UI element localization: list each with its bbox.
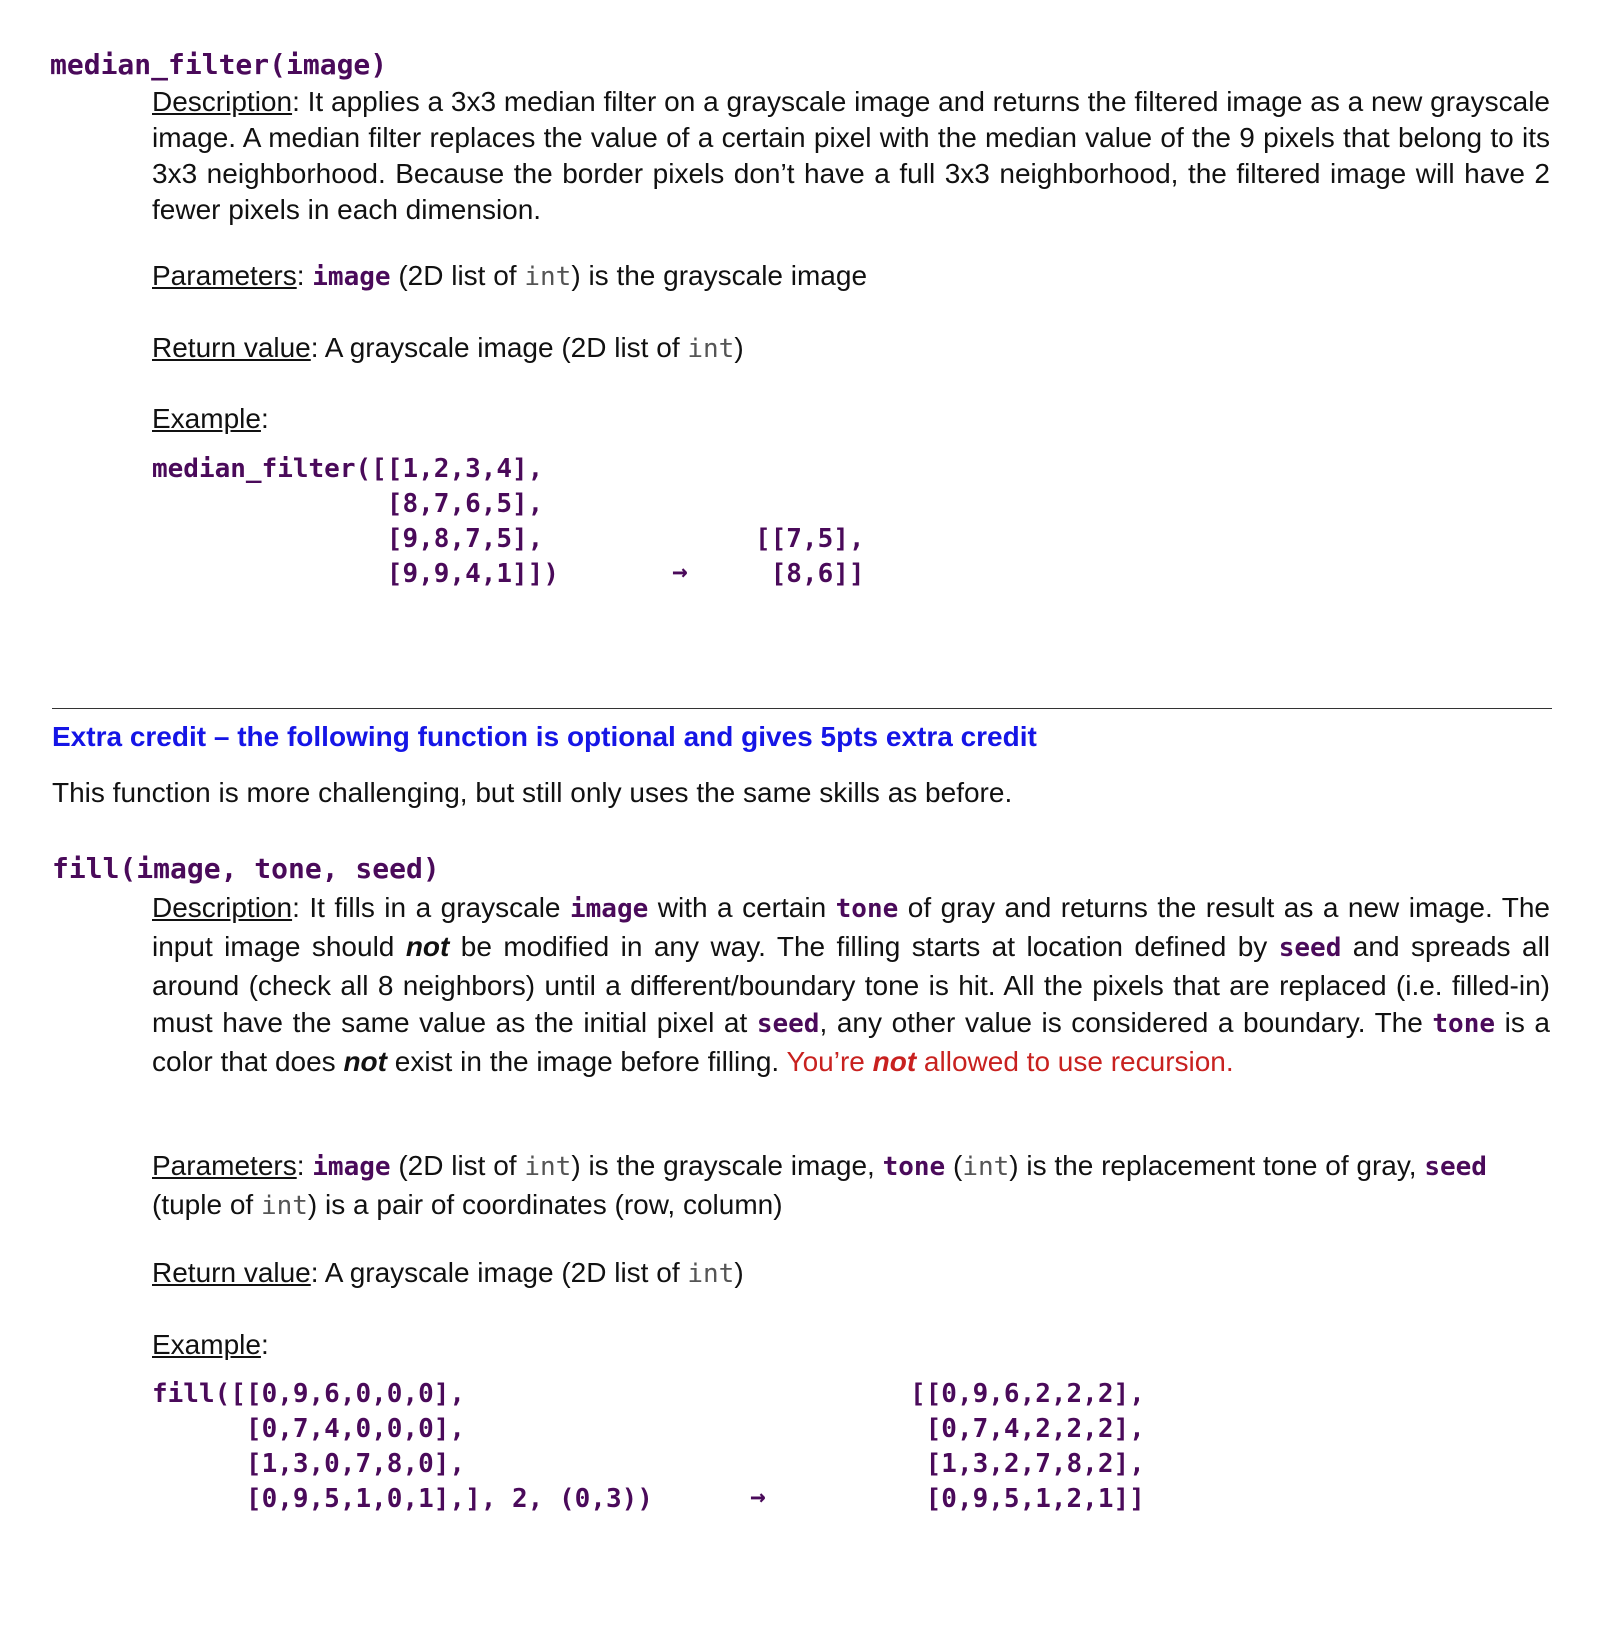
median-parameters [152,258,1550,295]
recursion-warning-not: not [872,1046,917,1077]
param-type: int [524,1152,572,1182]
desc-text: is a color that does [152,1007,1550,1077]
code-line: [[0,9,6,2,2,2], [910,1379,1145,1409]
desc-text: be modified in any way. The filling starts at location defined by [449,931,1279,962]
param-image: image [312,1152,391,1182]
fill-example-heading [152,1327,1550,1363]
code-line: median_filter([[1,2,3,4], [152,454,544,484]
return-text-end: ) [734,1257,744,1288]
return-text: : A grayscale image (2D list of [310,332,688,363]
desc-text: and spreads all around (check all 8 neighbors) until a different/boundary tone is hit. All the pixels that are replaced (i.e. filled-in) must have the same value as the initial pixel at [152,931,1551,1038]
description-label: Description [152,892,293,923]
param-tone: tone [882,1152,946,1182]
fill-signature: fill(image, tone, seed) [52,852,440,885]
code-line: [0,7,4,2,2,2], [910,1414,1145,1444]
desc-tone-code: tone [1432,1009,1496,1039]
median-filter-signature: median_filter(image) [50,48,388,81]
param-type: int [260,1191,308,1221]
desc-seed-code: seed [756,1009,820,1039]
code-line: [[7,5], [755,524,865,554]
extra-credit-heading: Extra credit – the following function is optional and gives 5pts extra credit [52,721,1037,752]
desc-image-code: image [569,894,649,924]
code-line: [8,7,6,5], [152,489,544,519]
recursion-warning: allowed to use recursion. [916,1046,1234,1077]
description-label: Description [152,86,293,117]
param-text: ) is the grayscale image, [571,1150,883,1181]
code-line: [1,3,2,7,8,2], [910,1449,1145,1479]
param-image: image [312,262,391,292]
param-seed: seed [1424,1152,1487,1182]
median-return-value [152,330,1550,367]
median-example-heading [152,401,1550,437]
param-text: ) is the replacement tone of gray, [1009,1150,1425,1181]
parameters-label: Parameters [152,1150,297,1181]
code-line: fill([[0,9,6,0,0,0], [152,1379,466,1409]
section-divider [52,708,1552,709]
param-sep: : [296,1150,313,1181]
example-label: Example [152,403,261,434]
return-text-end: ) [734,332,744,363]
code-line: [8,6]] [755,559,865,589]
return-label: Return value [152,1257,311,1288]
median-example-input [152,452,559,592]
desc-not-emphasis: not [405,931,450,962]
code-line: [0,9,5,1,0,1],], 2, (0,3)) [152,1484,653,1514]
code-line: [9,8,7,5], [152,524,544,554]
desc-seed-code: seed [1278,933,1342,963]
code-line: [0,9,5,1,2,1]] [910,1484,1145,1514]
example-colon: : [260,403,269,434]
param-text: (2D list of [390,260,525,291]
code-line: [9,9,4,1]]) [152,559,559,589]
code-line: [0,7,4,0,0,0], [152,1414,466,1444]
param-type: int [524,262,572,292]
desc-text: : It fills in a grayscale [292,892,570,923]
desc-text: exist in the image before filling. [386,1046,787,1077]
parameters-sep: : [296,260,313,291]
param-text: (tuple of [152,1189,261,1220]
desc-text: , any other value is considered a boundary. The [819,1007,1433,1038]
code-line: [1,3,0,7,8,0], [152,1449,466,1479]
return-text: : A grayscale image (2D list of [310,1257,688,1288]
fill-arrow-icon: → [750,1482,766,1512]
param-text: ( [945,1150,963,1181]
example-label: Example [152,1329,261,1360]
desc-not-emphasis: not [343,1046,387,1077]
param-text: ) is a pair of coordinates (row, column) [307,1189,783,1220]
fill-example-input [152,1377,653,1517]
parameters-label: Parameters [152,260,297,291]
fill-parameters [152,1147,1550,1225]
median-example-output [755,522,865,592]
param-text-end: ) is the grayscale image [571,260,868,291]
extra-credit-intro: This function is more challenging, but still only uses the same skills as before. [52,777,1013,808]
description-text: : It applies a 3x3 median filter on a grayscale image and returns the filtered image as a new grayscale image. A median filter replaces the value of a certain pixel with the median value of the 9 pixels that belong to its 3x3 neighborhood. Because the border pixels don’t have a full 3x3 neighborhood, the filtered image will have 2 fewer pixels in each dimension. [152,86,1550,225]
desc-text: with a certain [648,892,836,923]
fill-example-output [910,1377,1145,1517]
param-type: int [962,1152,1010,1182]
fill-description [152,889,1550,1080]
median-arrow-icon: → [672,557,688,587]
desc-text: of gray and returns the result as a new image. The input image should [152,892,1551,962]
fill-return-value [152,1255,1550,1292]
return-label: Return value [152,332,311,363]
desc-tone-code: tone [835,894,899,924]
median-description [152,84,1550,228]
param-text: (2D list of [390,1150,525,1181]
example-colon: : [260,1329,269,1360]
recursion-warning: You’re [786,1046,873,1077]
return-type: int [687,334,735,364]
return-type: int [687,1259,735,1289]
